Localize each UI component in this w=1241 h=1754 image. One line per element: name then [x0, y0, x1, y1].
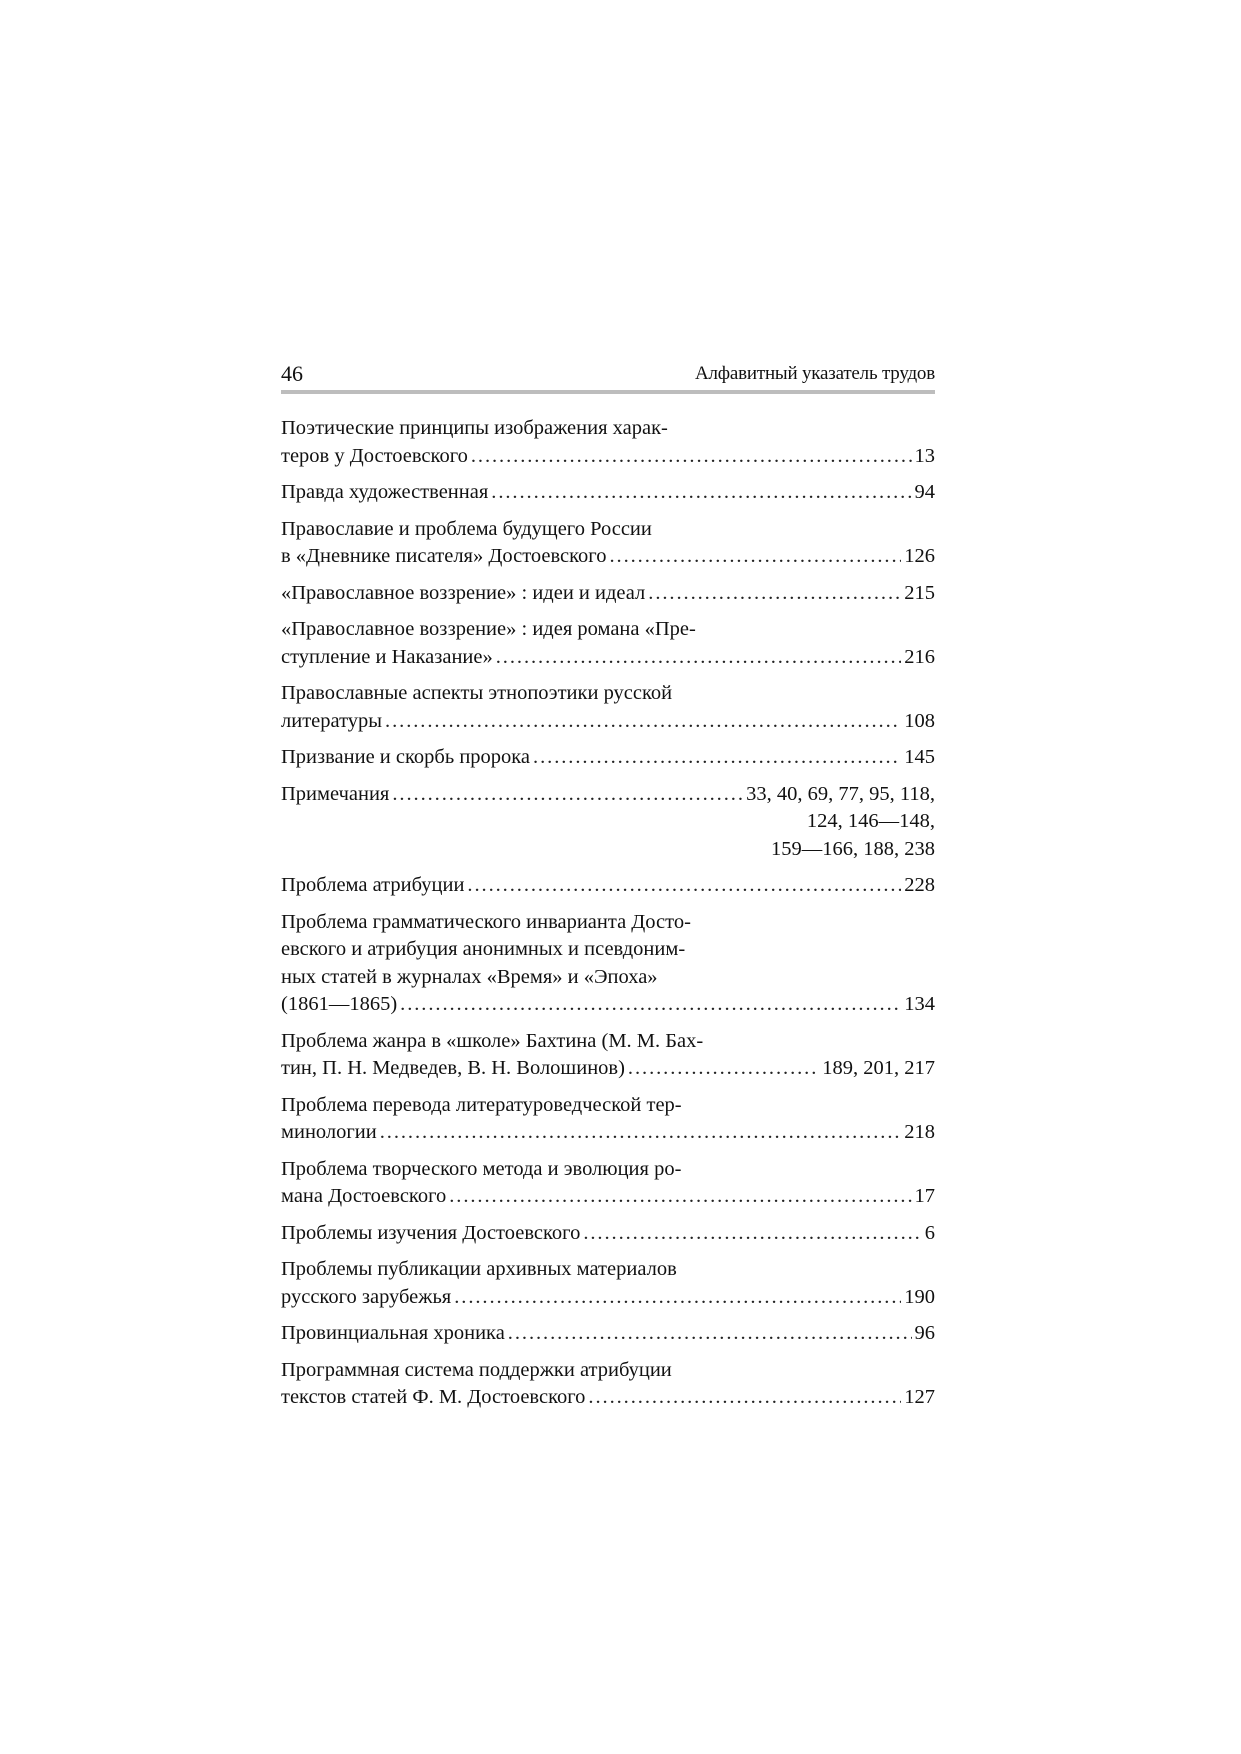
dot-leader — [609, 543, 901, 571]
entry-title-line: «Православное воззрение» : идея романа «Пре- — [281, 618, 696, 640]
entry-title-tail: минологии — [281, 1121, 377, 1143]
index-entry — [281, 1028, 935, 1083]
entry-last-line — [281, 479, 935, 507]
page-number: 46 — [281, 361, 303, 386]
dot-leader — [449, 1183, 911, 1211]
index-entry — [281, 1220, 935, 1248]
page-references: 13 — [914, 444, 935, 467]
entry-last-line — [281, 644, 935, 672]
index-entry — [281, 415, 935, 470]
entry-title-tail: русского зарубежья — [281, 1285, 452, 1308]
index-entry — [281, 1092, 935, 1147]
page-references: 134 — [904, 993, 935, 1015]
page-references: 190 — [904, 1285, 935, 1308]
page-references: 6 — [924, 1221, 935, 1244]
dot-leader — [467, 872, 901, 900]
entry-last-line — [281, 991, 935, 1019]
dot-leader — [648, 580, 901, 608]
page-references: 126 — [904, 545, 935, 567]
page-references: 216 — [904, 645, 935, 668]
page-references: 33, 40, 69, 77, 95, 118, — [746, 782, 935, 805]
page-references: 218 — [904, 1121, 935, 1143]
dot-leader — [454, 1284, 901, 1312]
index-entry — [281, 616, 935, 671]
entry-last-line — [281, 543, 935, 571]
page-references: 189, 201, 217 — [822, 1057, 935, 1079]
entry-title-tail: Проблемы изучения Достоевского — [281, 1221, 581, 1244]
entry-title-line: Проблема грамматического инварианта Досто- — [281, 910, 691, 933]
index-entry — [281, 1320, 935, 1348]
index-entry — [281, 781, 935, 864]
page-references-continued: 159—166, 188, 238 — [771, 837, 935, 860]
entry-last-line — [281, 1220, 935, 1248]
entry-title-line: Проблема перевода литературоведческой тер- — [281, 1093, 682, 1116]
dot-leader — [628, 1055, 819, 1083]
entry-title-tail: тин, П. Н. Медведев, В. Н. Волошинов) — [281, 1057, 625, 1079]
page-references: 94 — [914, 481, 935, 503]
entry-last-line — [281, 1284, 935, 1312]
page-references-continued: 124, 146—148, — [806, 810, 935, 832]
index-entry — [281, 516, 935, 571]
dot-leader — [588, 1384, 901, 1412]
dot-leader — [583, 1220, 921, 1248]
dot-leader — [400, 991, 901, 1019]
index-entry — [281, 1156, 935, 1211]
entry-title-tail: мана Достоевского — [281, 1185, 447, 1207]
index-entry — [281, 580, 935, 608]
entry-title-line: Проблема жанра в «школе» Бахтина (М. М. Бах- — [281, 1029, 704, 1052]
page-references: 215 — [904, 581, 935, 604]
entry-title-tail: «Православное воззрение» : идеи и идеал — [281, 581, 646, 604]
page-references: 17 — [914, 1185, 935, 1207]
entry-title-line: Православие и проблема будущего России — [281, 517, 652, 540]
dot-leader — [471, 443, 912, 471]
entry-last-line — [281, 1055, 935, 1083]
entry-title-tail: Примечания — [281, 782, 390, 805]
index-entry — [281, 1357, 935, 1412]
entry-title-line: Поэтические принципы изображения харак- — [281, 417, 668, 439]
index-entries — [281, 415, 935, 1412]
entry-title-tail: Проблема атрибуции — [281, 874, 465, 896]
index-entry — [281, 1256, 935, 1311]
index-entry — [281, 479, 935, 507]
entry-title-tail: литературы — [281, 709, 383, 732]
entry-title-line: Православные аспекты этнопоэтики русской — [281, 682, 673, 704]
entry-last-line — [281, 1183, 935, 1211]
book-page — [281, 354, 935, 1421]
dot-leader — [491, 479, 911, 507]
entry-last-line — [281, 781, 935, 809]
running-head — [281, 354, 935, 394]
index-entry — [281, 680, 935, 735]
dot-leader — [392, 781, 743, 809]
dot-leader — [380, 1119, 902, 1147]
entry-title-tail: Провинциальная хроника — [281, 1322, 505, 1344]
page-references: 127 — [904, 1386, 935, 1408]
page-references: 145 — [904, 746, 935, 768]
entry-title-line: Проблемы публикации архивных материалов — [281, 1258, 677, 1280]
entry-title-tail: теров у Достоевского — [281, 444, 468, 467]
entry-last-line — [281, 1119, 935, 1147]
entry-title-tail: текстов статей Ф. М. Достоевского — [281, 1386, 586, 1408]
page-references: 108 — [904, 709, 935, 732]
entry-title-tail: (1861—1865) — [281, 993, 398, 1015]
dot-leader — [496, 644, 902, 672]
section-title: Алфавитный указатель трудов — [694, 363, 935, 384]
entry-title-tail: ступление и Наказание» — [281, 645, 493, 668]
entry-title-tail: Правда художественная — [281, 481, 489, 503]
page-references: 228 — [904, 874, 935, 896]
entry-last-line — [281, 872, 935, 900]
index-entry — [281, 744, 935, 772]
entry-last-line — [281, 744, 935, 772]
entry-title-line: евского и атрибуция анонимных и псевдоним- — [281, 938, 686, 960]
entry-last-line — [281, 1320, 935, 1348]
entry-title-line: ных статей в журналах «Время» и «Эпоха» — [281, 965, 658, 988]
dot-leader — [533, 744, 901, 772]
entry-title-tail: Призвание и скорбь пророка — [281, 746, 531, 768]
entry-last-line — [281, 443, 935, 471]
index-entry — [281, 872, 935, 900]
entry-last-line — [281, 1384, 935, 1412]
dot-leader — [385, 708, 901, 736]
entry-title-tail: в «Дневнике писателя» Достоевского — [281, 545, 607, 567]
entry-last-line — [281, 708, 935, 736]
page-references: 96 — [914, 1322, 935, 1344]
entry-title-line: Проблема творческого метода и эволюция ро- — [281, 1157, 682, 1180]
index-entry — [281, 909, 935, 1019]
entry-title-line: Программная система поддержки атрибуции — [281, 1358, 672, 1381]
entry-last-line — [281, 580, 935, 608]
dot-leader — [508, 1320, 912, 1348]
